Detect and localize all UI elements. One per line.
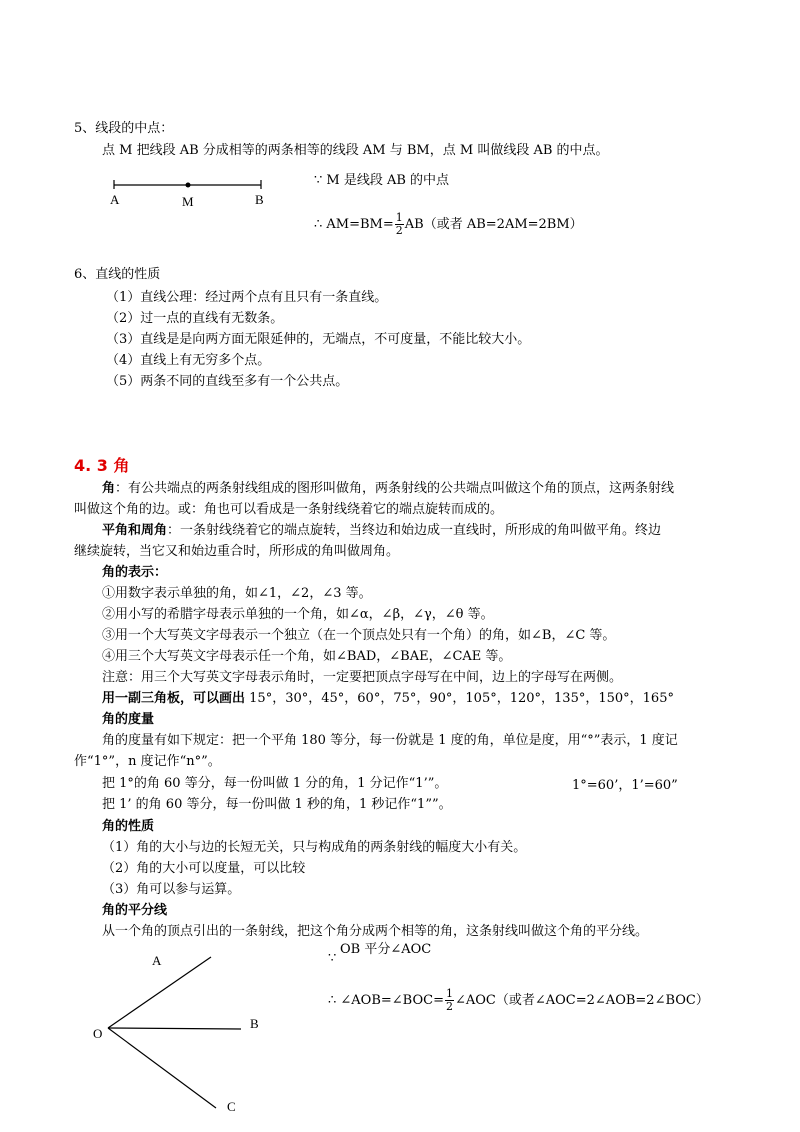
measure-line4: 把 1’ 的角 60 等分，每一份叫做 1 秒的角，1 秒记作“1””。 <box>102 797 452 812</box>
section-heading: 4. 3 角 <box>74 456 130 475</box>
property-item: （3）角可以参与运算。 <box>102 882 241 897</box>
triangle-ruler-line: 用一副三角板，可以画出 15°，30°，45°，60°，75°，90°，105°，120°，135°，150°，165° <box>102 691 674 706</box>
line-property-item: （4）直线上有无穷多个点。 <box>106 353 271 368</box>
ray-b-label: B <box>250 1016 259 1031</box>
representation-item: ④用三个大写英文字母表示任一个角，如∠BAD，∠BAE，∠CAE 等。 <box>102 649 512 664</box>
flat-angle-line2: 继续旋转，当它又和始边重合时，所形成的角叫做周角。 <box>74 544 400 559</box>
ray-a-label: A <box>152 953 162 968</box>
measure-line2: 作“1°”，n 度记作“n°”。 <box>74 754 221 769</box>
point-b-label: B <box>255 192 264 207</box>
property-item: （2）角的大小可以度量，可以比较 <box>102 861 306 876</box>
line-property-item: （5）两条不同的直线至多有一个公共点。 <box>106 374 349 389</box>
vertex-o-label: O <box>93 1026 103 1041</box>
point-a-label: A <box>110 192 120 207</box>
representation-item: ②用小写的希腊字母表示单独的一个角，如∠α，∠β，∠γ，∠θ 等。 <box>102 607 494 622</box>
line-property-item: （3）直线是是向两方面无限延伸的，无端点，不可度量，不能比较大小。 <box>106 332 531 347</box>
property-item: （1）角的大小与边的长短无关，只与构成角的两条射线的幅度大小有关。 <box>102 840 527 855</box>
midpoint-therefore: ∴ AM=BM= $\frac{1}{2}$ AB（或者 AB=2AM=2BM） <box>314 211 583 237</box>
bisector-because: OB 平分∠AOC <box>340 942 432 957</box>
midpoint-definition: 点 M 把线段 AB 分成相等的两条相等的线段 AM 与 BM，点 M 叫做线段 AB 的中点。 <box>102 143 609 158</box>
bisector-because-symbol: ∵ <box>328 951 337 966</box>
angle-definition-line1: 角：有公共端点的两条射线组成的图形叫做角，两条射线的公共端点叫做这个角的顶点，这两条射线 <box>102 481 675 496</box>
fraction-half: $\frac{1}{2}$ <box>395 211 403 237</box>
flat-angle-line1: 平角和周角：一条射线绕着它的端点旋转，当终边和始边成一直线时，所形成的角叫做平角。终边 <box>102 523 662 538</box>
line-property-item: （1）直线公理：经过两个点有且只有一条直线。 <box>106 290 388 305</box>
representation-item: ①用数字表示单独的角，如∠1，∠2，∠3 等。 <box>102 586 372 601</box>
ray-c-label: C <box>227 1099 236 1114</box>
fraction-half: $\frac{1}{2}$ <box>445 987 453 1013</box>
section-5-title: 5、线段的中点： <box>74 121 174 136</box>
midpoint-because: ∵ M 是线段 AB 的中点 <box>314 173 450 188</box>
measure-title: 角的度量 <box>102 712 155 727</box>
representation-item: ③用一个大写英文字母表示一个独立（在一个顶点处只有一个角）的角，如∠B，∠C 等。 <box>102 628 616 643</box>
property-title: 角的性质 <box>102 819 155 834</box>
measure-line1: 角的度量有如下规定：把一个平角 180 等分，每一份就是 1 度的角，单位是度，用“°”表示，1 度记 <box>102 733 678 748</box>
point-m-label: M <box>182 194 194 209</box>
section-6-title: 6、直线的性质 <box>74 267 161 282</box>
representation-note: 注意：用三个大写英文字母表示角时，一定要把顶点字母写在中间，边上的字母写在两侧。 <box>102 670 623 685</box>
representation-title: 角的表示： <box>102 565 168 580</box>
bisector-therefore: ∴ ∠AOB=∠BOC= $\frac{1}{2}$ ∠AOC（或者∠AOC=2∠AOB=2∠BOC） <box>328 987 709 1013</box>
measure-side-note: 1°=60’，1’=60” <box>572 778 678 793</box>
line-property-item: （2）过一点的直线有无数条。 <box>106 311 284 326</box>
bisector-title: 角的平分线 <box>102 903 168 918</box>
measure-line3: 把 1°的角 60 等分，每一份叫做 1 分的角，1 分记作“1’”。 <box>102 776 448 791</box>
bisector-definition: 从一个角的顶点引出的一条射线，把这个角分成两个相等的角，这条射线叫做这个角的平分线。 <box>102 924 649 939</box>
angle-definition-line2: 叫做这个角的边。或：角也可以看成是一条射线绕着它的端点旋转而成的。 <box>74 502 504 517</box>
